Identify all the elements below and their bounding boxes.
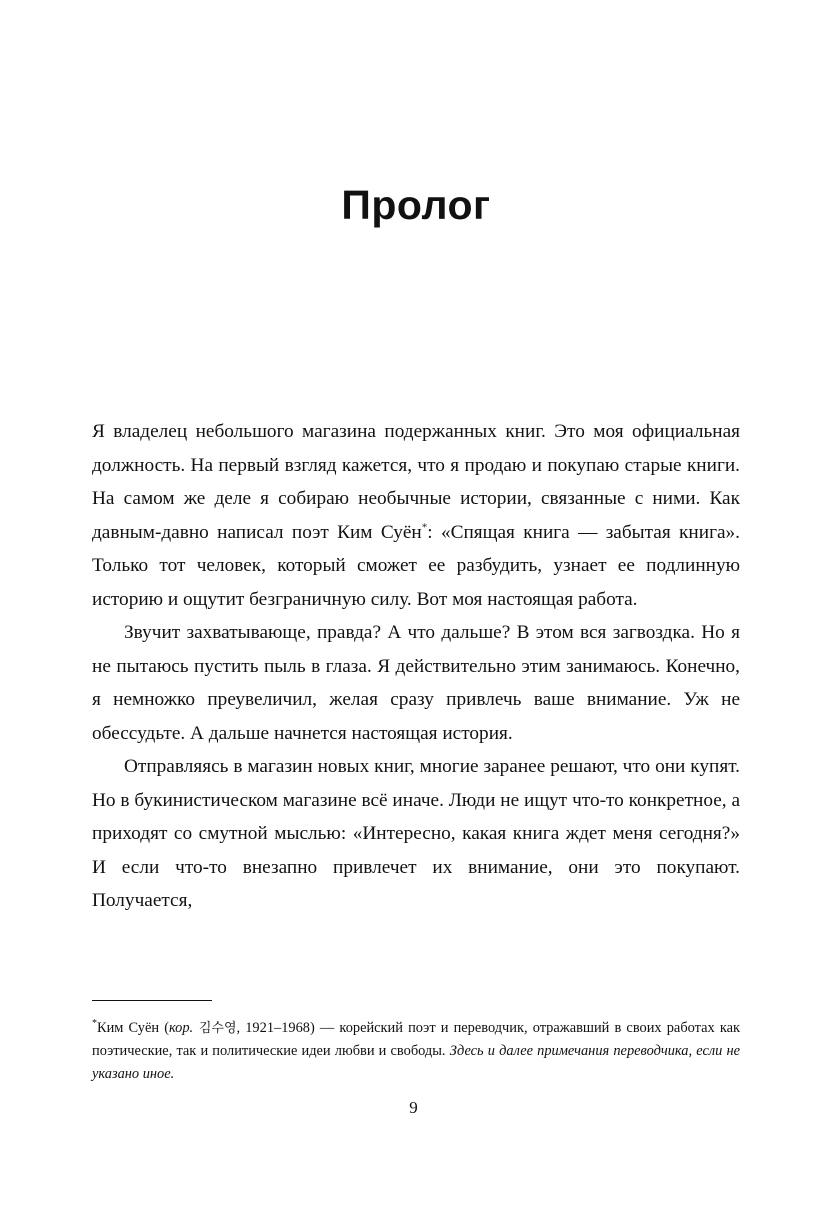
footnote-korean-name: 김수영 bbox=[193, 1020, 237, 1036]
paragraph-1: Я владелец небольшого магазина подержанных книг. Это моя официальная должность. На первый взгляд кажется, что я продаю и покупаю старые книги. На самом же деле я собираю необычные истории, связанные с ними. Как давным-давно написал поэт Ким Суён*: «Спящая книга — забытая книга». Только тот человек, который сможет ее разбудить, узнает ее подлинную историю и ощутит безграничную силу. Вот моя настоящая работа. bbox=[92, 421, 740, 610]
paragraph-2: Звучит захватывающе, правда? А что дальше? В этом вся загвоздка. Но я не пытаюсь пустить пыль в глаза. Я действительно этим занимаюсь. Конечно, я немножко преувеличил, желая сразу привлечь ваше внимание. Уж не обессудьте. А дальше начнется настоящая история. bbox=[92, 622, 740, 744]
paragraph-1-text: Я владелец небольшого магазина подержанных книг. Это моя официальная должность. На первый взгляд кажется, что я продаю и покупаю старые книги. На самом же деле я собираю необычные истории, связанные с ними. Как давным-давно написал поэт Ким Суён bbox=[92, 421, 740, 543]
footnote-part-3: , 1921–1968) — корейский поэт и переводчик, отражавший в своих работах как поэтические, так и политические идеи любви и свободы. bbox=[92, 1019, 740, 1059]
paragraph-3: Отправляясь в магазин новых книг, многие заранее решают, что они купят. Но в букинистическом магазине всё иначе. Люди не ищут что-то конкретное, а приходят со смутной мыслью: «Интересно, какая книга ждет меня сегодня?» И если что-то внезапно привлечет их внимание, они это покупают. Получается, bbox=[92, 756, 740, 911]
footnote-marker: * bbox=[92, 1018, 97, 1029]
footnote-text bbox=[92, 1012, 740, 1086]
footnote-reference[interactable]: * bbox=[421, 521, 428, 534]
footnote-area bbox=[92, 1000, 740, 1086]
footnote-translator-note: Здесь и далее примечания переводчика, если не указано иное. bbox=[92, 1042, 740, 1082]
page-title: Пролог bbox=[341, 182, 491, 228]
paragraph-1-continued: «Спящая книга — забытая книга». Только тот человек, который сможет ее разбудить, узнает ее подлинную историю и ощутит безграничную силу. Вот моя настоящая работа. bbox=[92, 521, 740, 610]
footnote-divider bbox=[92, 1000, 212, 1001]
footnote-part-1: Ким Суён ( bbox=[97, 1019, 169, 1036]
page-number: 9 bbox=[409, 1098, 418, 1117]
body-text bbox=[92, 415, 740, 918]
footnote-kor-label: кор. bbox=[168, 1019, 194, 1036]
